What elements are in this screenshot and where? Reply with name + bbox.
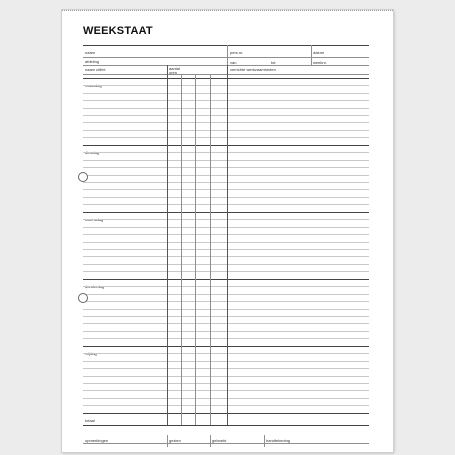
day-block-top-rule [83, 279, 369, 280]
ruled-line [83, 122, 369, 123]
ruled-line [83, 301, 369, 302]
ruled-line [83, 167, 369, 168]
ruled-line [83, 361, 369, 362]
ruled-line [83, 189, 369, 190]
day-label-woensdag: woensdag [85, 217, 104, 222]
column-header-werkzaamheden: verrichte werkzaamheden [230, 67, 276, 72]
column-divider-uren-3 [210, 74, 211, 425]
ruled-line [83, 286, 369, 287]
footer-label-gezien: gezien [169, 438, 181, 443]
column-divider-uren-2 [195, 74, 196, 425]
day-label-vrijdag: vrijdag [85, 351, 97, 356]
column-divider-client [167, 65, 168, 425]
ruled-line [83, 197, 369, 198]
ruled-line [83, 294, 369, 295]
label-naam: naam [85, 50, 96, 55]
footer-label-opmerkingen: opmerkingen [85, 438, 109, 443]
form-sheet [62, 10, 393, 452]
footer-label-geboekt: geboekt [212, 438, 227, 443]
ruled-line [83, 227, 369, 228]
footer-divider-2 [210, 435, 211, 447]
ruled-line [83, 390, 369, 391]
totaal-top-rule [83, 413, 369, 414]
day-label-dinsdag: dinsdag [85, 150, 100, 155]
timesheet-grid [62, 10, 393, 452]
ruled-line [83, 93, 369, 94]
label-van: van [230, 60, 237, 65]
ruled-line [83, 256, 369, 257]
label-week: weeknr. [313, 60, 327, 65]
day-label-maandag: maandag [85, 83, 102, 88]
ruled-line [83, 405, 369, 406]
ruled-line [83, 160, 369, 161]
ruled-line [83, 383, 369, 384]
ruled-line [83, 376, 369, 377]
totaal-bottom-rule [83, 425, 369, 426]
totaal-label: totaal [85, 418, 95, 423]
header-divider-2 [311, 45, 312, 65]
footer-rule [83, 443, 369, 444]
footer-label-handtekening: handtekening [266, 438, 291, 443]
column-divider-uren-1 [181, 74, 182, 425]
column-header-uren: aantal uren [169, 66, 180, 75]
form-title: WEEKSTAAT [83, 25, 153, 37]
ruled-line [83, 182, 369, 183]
footer-divider-1 [167, 435, 168, 447]
day-block-top-rule [83, 78, 369, 79]
ruled-line [83, 115, 369, 116]
ruled-line [83, 338, 369, 339]
footer-divider-3 [264, 435, 265, 447]
ruled-line [83, 234, 369, 235]
ruled-line [83, 249, 369, 250]
ruled-line [83, 219, 369, 220]
punch-hole-upper [78, 172, 88, 182]
ruled-line [83, 271, 369, 272]
ruled-line [83, 204, 369, 205]
ruled-line [83, 316, 369, 317]
header-divider-1 [227, 45, 228, 65]
ruled-line [83, 323, 369, 324]
ruled-line [83, 152, 369, 153]
day-block-top-rule [83, 145, 369, 146]
ruled-line [83, 242, 369, 243]
ruled-line [83, 175, 369, 176]
label-pers-nr: pers.nr. [230, 50, 244, 55]
ruled-line [83, 398, 369, 399]
ruled-line [83, 108, 369, 109]
column-header-rule [83, 74, 369, 75]
column-divider-werk [227, 65, 228, 425]
ruled-line [83, 264, 369, 265]
ruled-line [83, 85, 369, 86]
ruled-line [83, 353, 369, 354]
ruled-line [83, 130, 369, 131]
day-label-donderdag: donderdag [85, 284, 105, 289]
ruled-line [83, 309, 369, 310]
ruled-line [83, 100, 369, 101]
ruled-line [83, 331, 369, 332]
label-afdeling: afdeling [85, 59, 100, 64]
day-block-top-rule [83, 346, 369, 347]
ruled-line [83, 368, 369, 369]
column-header-client: naam cliënt [85, 67, 106, 72]
day-block-top-rule [83, 212, 369, 213]
ruled-line [83, 137, 369, 138]
punch-hole-lower [78, 293, 88, 303]
label-tot: tot [271, 60, 276, 65]
label-datum: datum [313, 50, 325, 55]
